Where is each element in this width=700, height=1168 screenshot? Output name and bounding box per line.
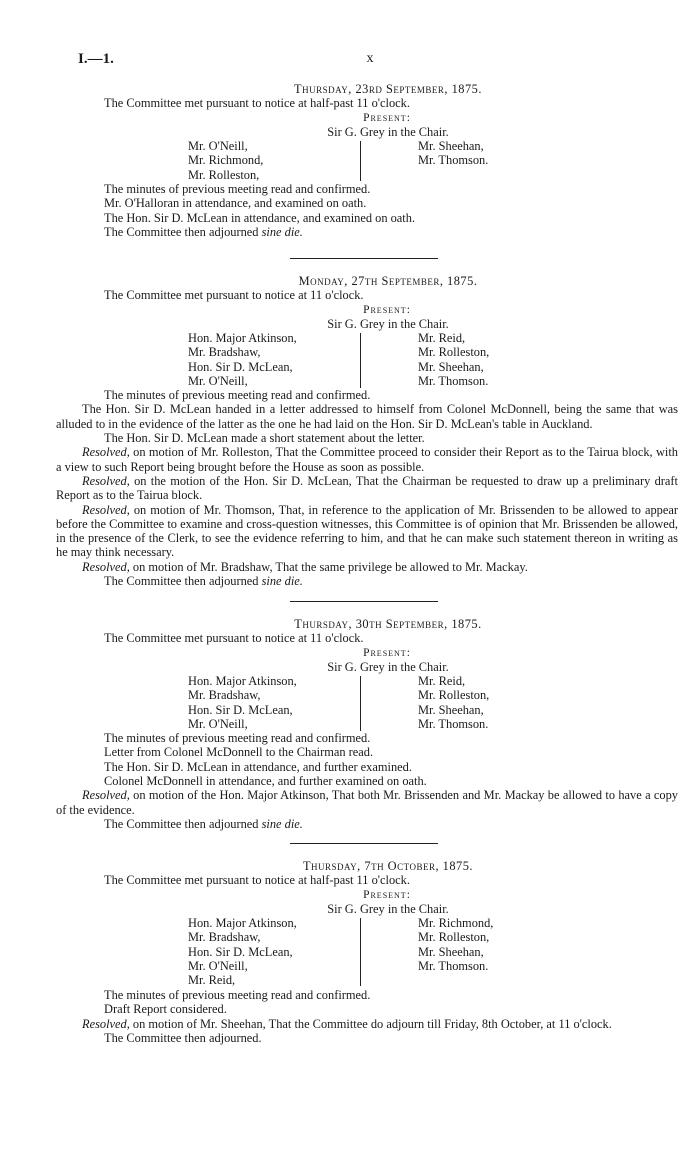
meeting-notice: The Committee met pursuant to notice at 11 o'clock. — [104, 288, 364, 303]
minute-line: The Hon. Sir D. McLean in attendance, and examined on oath. — [104, 210, 416, 225]
member: Mr. Thomson. — [418, 717, 489, 732]
minute-line: The Hon. Sir D. McLean made a short statement about the letter. — [104, 431, 425, 446]
resolution: Resolved, on motion of Mr. Bradshaw, That the same privilege be allowed to Mr. Mackay. — [82, 559, 528, 574]
minutes-section-4 — [78, 859, 678, 1045]
resolution: Resolved, on the motion of the Hon. Sir D. McLean, That the Chairman be requested to draw up a preliminary draft Report as to the Tairua block. — [56, 473, 678, 503]
minute-line: The Hon. Sir D. McLean in attendance, and further examined. — [104, 759, 412, 774]
member: Mr. Bradshaw, — [188, 688, 261, 703]
minute-line: The minutes of previous meeting read and confirmed. — [104, 182, 371, 197]
meeting-date: Thursday, 30th September, 1875. — [294, 617, 482, 631]
minute-line: Draft Report considered. — [104, 1002, 227, 1017]
member-divider — [360, 141, 361, 181]
member: Mr. Sheehan, — [418, 944, 484, 959]
chair-line: Sir G. Grey in the Chair. — [327, 659, 449, 674]
member: Mr. Sheehan, — [418, 139, 484, 154]
minute-line: The minutes of previous meeting read and confirmed. — [104, 988, 371, 1003]
member-divider — [360, 676, 361, 731]
member: Mr. Bradshaw, — [188, 930, 261, 945]
page-folio: x — [366, 51, 374, 66]
member: Mr. O'Neill, — [188, 717, 248, 732]
chair-line: Sir G. Grey in the Chair. — [327, 124, 449, 139]
member: Mr. Sheehan, — [418, 702, 484, 717]
member: Mr. Reid, — [188, 973, 236, 988]
members-list — [188, 674, 608, 731]
minute-line: Letter from Colonel McDonnell to the Chairman read. — [104, 745, 374, 760]
page-number: I.—1. — [78, 51, 114, 67]
resolution: Resolved, on motion of Mr. Thomson, That, in reference to the application of Mr. Brissenden to be allowed to appear before the Committee to examine and cross-question witnesses, this Committee is of opinion that Mr. Brissenden be allowed, in the presence of the Clerk, to see the evidence referring to him, and that he can make such statement thereon in writing as he may think necessary. — [56, 502, 678, 560]
meeting-notice: The Committee met pursuant to notice at half-past 11 o'clock. — [104, 96, 410, 111]
members-list — [188, 331, 608, 388]
resolution: Resolved, on motion of the Hon. Major Atkinson, That both Mr. Brissenden and Mr. Mackay be allowed to have a copy of the evidence. — [56, 788, 678, 817]
section-divider — [290, 258, 438, 259]
adjourn-line: The Committee then adjourned. — [104, 1031, 262, 1046]
member: Mr. Thomson. — [418, 959, 489, 974]
member: Mr. Reid, — [418, 674, 466, 689]
member-divider — [360, 918, 361, 986]
members-list — [188, 916, 608, 988]
member: Mr. O'Neill, — [188, 374, 248, 389]
member: Hon. Sir D. McLean, — [188, 702, 293, 717]
minutes-section-3 — [56, 617, 678, 831]
member: Mr. Rolleston, — [418, 688, 490, 703]
member: Hon. Major Atkinson, — [188, 331, 297, 346]
present-heading: Present: — [363, 111, 411, 124]
minutes-section-2 — [56, 274, 678, 589]
resolution: Resolved, on motion of Mr. Sheehan, That the Committee do adjourn till Friday, 8th October, at 11 o'clock. — [82, 1016, 612, 1031]
minute-line: The minutes of previous meeting read and confirmed. — [104, 731, 371, 746]
adjourn-line: The Committee then adjourned sine die. — [104, 574, 303, 589]
member: Mr. O'Neill, — [188, 959, 248, 974]
member: Hon. Major Atkinson, — [188, 916, 297, 931]
present-heading: Present: — [363, 646, 411, 659]
adjourn-line: The Committee then adjourned sine die. — [104, 816, 303, 831]
meeting-date: Thursday, 23rd September, 1875. — [294, 82, 482, 96]
meeting-date: Thursday, 7th October, 1875. — [302, 859, 474, 873]
members-list — [188, 139, 608, 182]
member: Mr. Thomson. — [418, 374, 489, 389]
member: Mr. Bradshaw, — [188, 345, 261, 360]
member: Hon. Major Atkinson, — [188, 674, 297, 689]
member: Hon. Sir D. McLean, — [188, 359, 293, 374]
meeting-notice: The Committee met pursuant to notice at half-past 11 o'clock. — [104, 873, 410, 888]
member: Mr. Richmond, — [418, 916, 494, 931]
member: Mr. Reid, — [418, 331, 466, 346]
meeting-notice: The Committee met pursuant to notice at 11 o'clock. — [104, 631, 364, 646]
minute-line: Colonel McDonnell in attendance, and further examined on oath. — [104, 774, 427, 789]
member: Mr. Sheehan, — [418, 359, 484, 374]
member: Mr. Rolleston, — [418, 345, 490, 360]
member-divider — [360, 333, 361, 388]
present-heading: Present: — [363, 303, 411, 316]
member: Mr. Rolleston, — [418, 930, 490, 945]
member: Hon. Sir D. McLean, — [188, 944, 293, 959]
meeting-date: Monday, 27th September, 1875. — [298, 274, 478, 288]
member: Mr. O'Neill, — [188, 139, 248, 154]
minute-line: Mr. O'Halloran in attendance, and examined on oath. — [104, 196, 367, 211]
section-divider — [290, 843, 438, 844]
member: Mr. Richmond, — [188, 153, 264, 168]
chair-line: Sir G. Grey in the Chair. — [327, 316, 449, 331]
resolution: Resolved, on motion of Mr. Rolleston, That the Committee proceed to consider their Report as to the Tairua block, with a view to such Report being brought before the House as soon as possible. — [56, 445, 678, 474]
chair-line: Sir G. Grey in the Chair. — [327, 901, 449, 916]
adjourn-line: The Committee then adjourned sine die. — [104, 225, 303, 240]
minute-paragraph: The Hon. Sir D. McLean handed in a letter addressed to himself from Colonel McDonnell, being the same that was alluded to in the evidence of the latter as the one he had laid on the Hon. Sir D. McLean's table in Auckland. — [56, 402, 678, 431]
minutes-section-1 — [78, 82, 678, 239]
present-heading: Present: — [363, 888, 411, 901]
member: Mr. Rolleston, — [188, 167, 260, 182]
section-divider — [290, 601, 438, 602]
member: Mr. Thomson. — [418, 153, 489, 168]
minute-line: The minutes of previous meeting read and confirmed. — [104, 388, 371, 403]
